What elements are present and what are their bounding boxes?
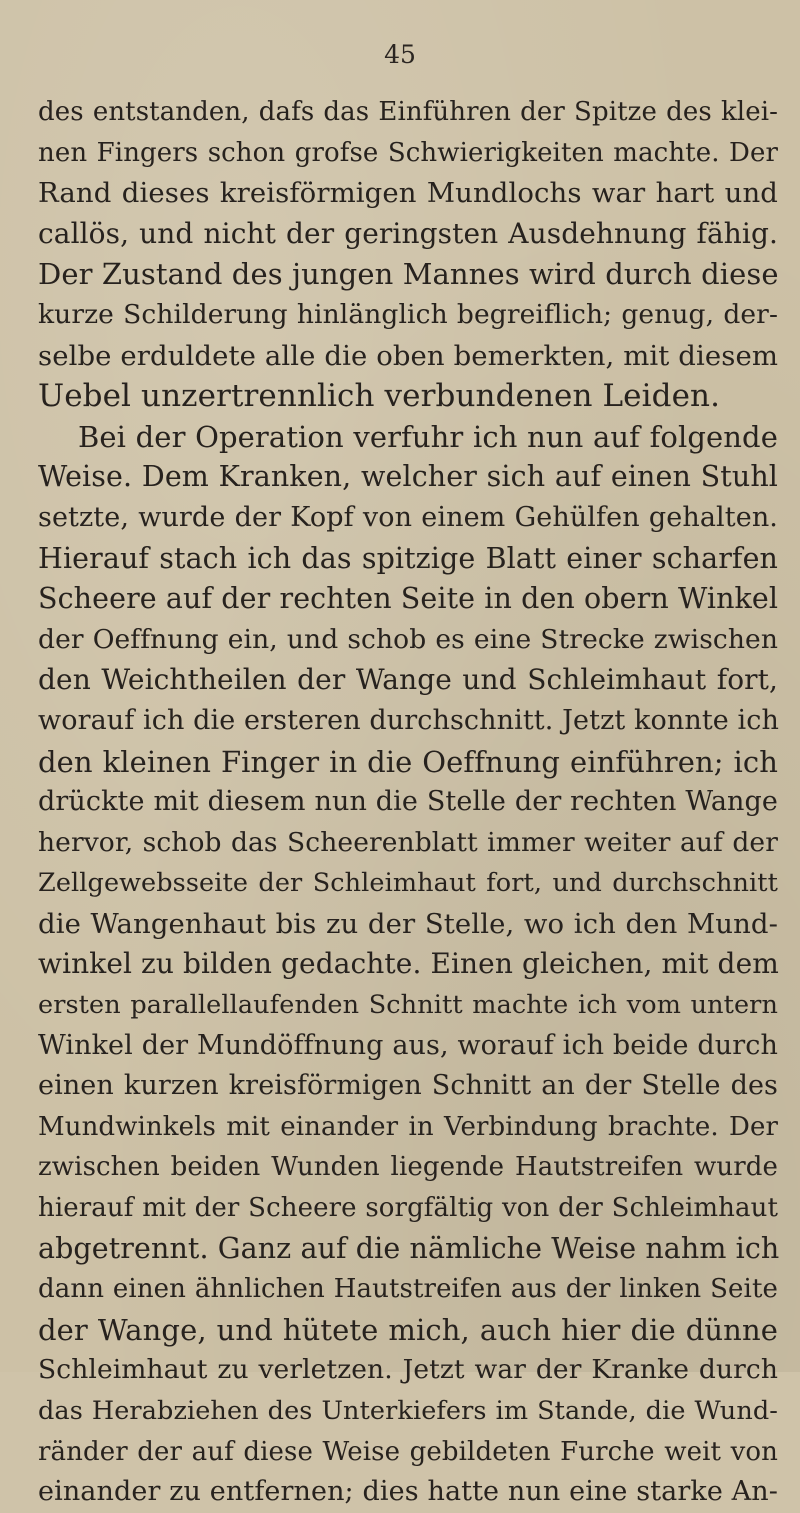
text-line: hierauf mit der Scheere sorgfältig von der Schleimhaut bbox=[38, 1193, 778, 1224]
text-line: dann einen ähnlichen Hautstreifen aus der linken Seite bbox=[38, 1274, 778, 1305]
text-line: Der Zustand des jungen Mannes wird durch diese bbox=[38, 257, 779, 292]
body-text bbox=[38, 92, 778, 1513]
text-line: Scheere auf der rechten Seite in den obern Winkel bbox=[38, 582, 779, 616]
page-number: 45 bbox=[384, 40, 416, 69]
text-line: den kleinen Finger in die Oeffnung einführen; ich bbox=[38, 744, 778, 779]
text-line: kurze Schilderung hinlänglich begreiflich; genug, der- bbox=[38, 298, 778, 330]
text-line: hervor, schob das Scheerenblatt immer weiter auf der bbox=[38, 826, 778, 858]
text-line: Weise. Dem Kranken, welcher sich auf einen Stuhl bbox=[38, 460, 778, 494]
text-line: die Wangenhaut bis zu der Stelle, wo ich den Mund- bbox=[38, 907, 778, 940]
text-line: ränder der auf diese Weise gebildeten Furche weit von bbox=[38, 1436, 778, 1467]
text-line: Zellgewebsseite der Schleimhaut fort, und durchschnitt bbox=[38, 868, 778, 899]
text-line: worauf ich die ersteren durchschnitt. Jetzt konnte ich bbox=[38, 704, 779, 736]
text-line: Hierauf stach ich das spitzige Blatt einer scharfen bbox=[38, 541, 778, 575]
text-line: einen kurzen kreisförmigen Schnitt an der Stelle des bbox=[38, 1070, 778, 1102]
text-line: einander zu entfernen; dies hatte nun eine starke An- bbox=[38, 1476, 778, 1508]
text-line: Mundwinkels mit einander in Verbindung brachte. Der bbox=[38, 1111, 778, 1142]
text-line: winkel zu bilden gedachte. Einen gleichen, mit dem bbox=[38, 947, 779, 981]
text-line: Uebel unzertrennlich verbundenen Leiden. bbox=[38, 378, 721, 415]
text-line: drückte mit diesem nun die Stelle der rechten Wange bbox=[38, 786, 778, 818]
text-line: Winkel der Mundöffnung aus, worauf ich beide durch bbox=[38, 1029, 778, 1061]
text-line: selbe erduldete alle die oben bemerkten, mit diesem bbox=[38, 339, 779, 372]
text-line: Schleimhaut zu verletzen. Jetzt war der Kranke durch bbox=[38, 1354, 778, 1386]
text-line: nen Fingers schon grofse Schwierigkeiten machte. Der bbox=[38, 137, 778, 168]
text-line: callös, und nicht der geringsten Ausdehnung fähig. bbox=[38, 216, 778, 250]
text-line: den Weichtheilen der Wange und Schleimhaut fort, bbox=[38, 663, 778, 697]
text-line: das Herabziehen des Unterkiefers im Stande, die Wund- bbox=[38, 1396, 778, 1426]
text-line: der Wange, und hütete mich, auch hier die dünne bbox=[38, 1312, 778, 1347]
text-line: setzte, wurde der Kopf von einem Gehülfen gehalten. bbox=[38, 501, 778, 533]
text-line: Bei der Operation verfuhr ich nun auf folgende bbox=[78, 419, 778, 454]
text-line: ersten parallellaufenden Schnitt machte ich vom untern bbox=[38, 990, 778, 1021]
text-line: zwischen beiden Wunden liegende Hautstreifen wurde bbox=[38, 1152, 778, 1183]
text-line: der Oeffnung ein, und schob es eine Strecke zwischen bbox=[38, 623, 778, 655]
text-line: Rand dieses kreisförmigen Mundlochs war hart und bbox=[38, 177, 778, 210]
text-line: abgetrennt. Ganz auf die nämliche Weise nahm ich bbox=[38, 1231, 780, 1265]
text-line: des entstanden, dafs das Einführen der Spitze des klei- bbox=[38, 97, 778, 127]
